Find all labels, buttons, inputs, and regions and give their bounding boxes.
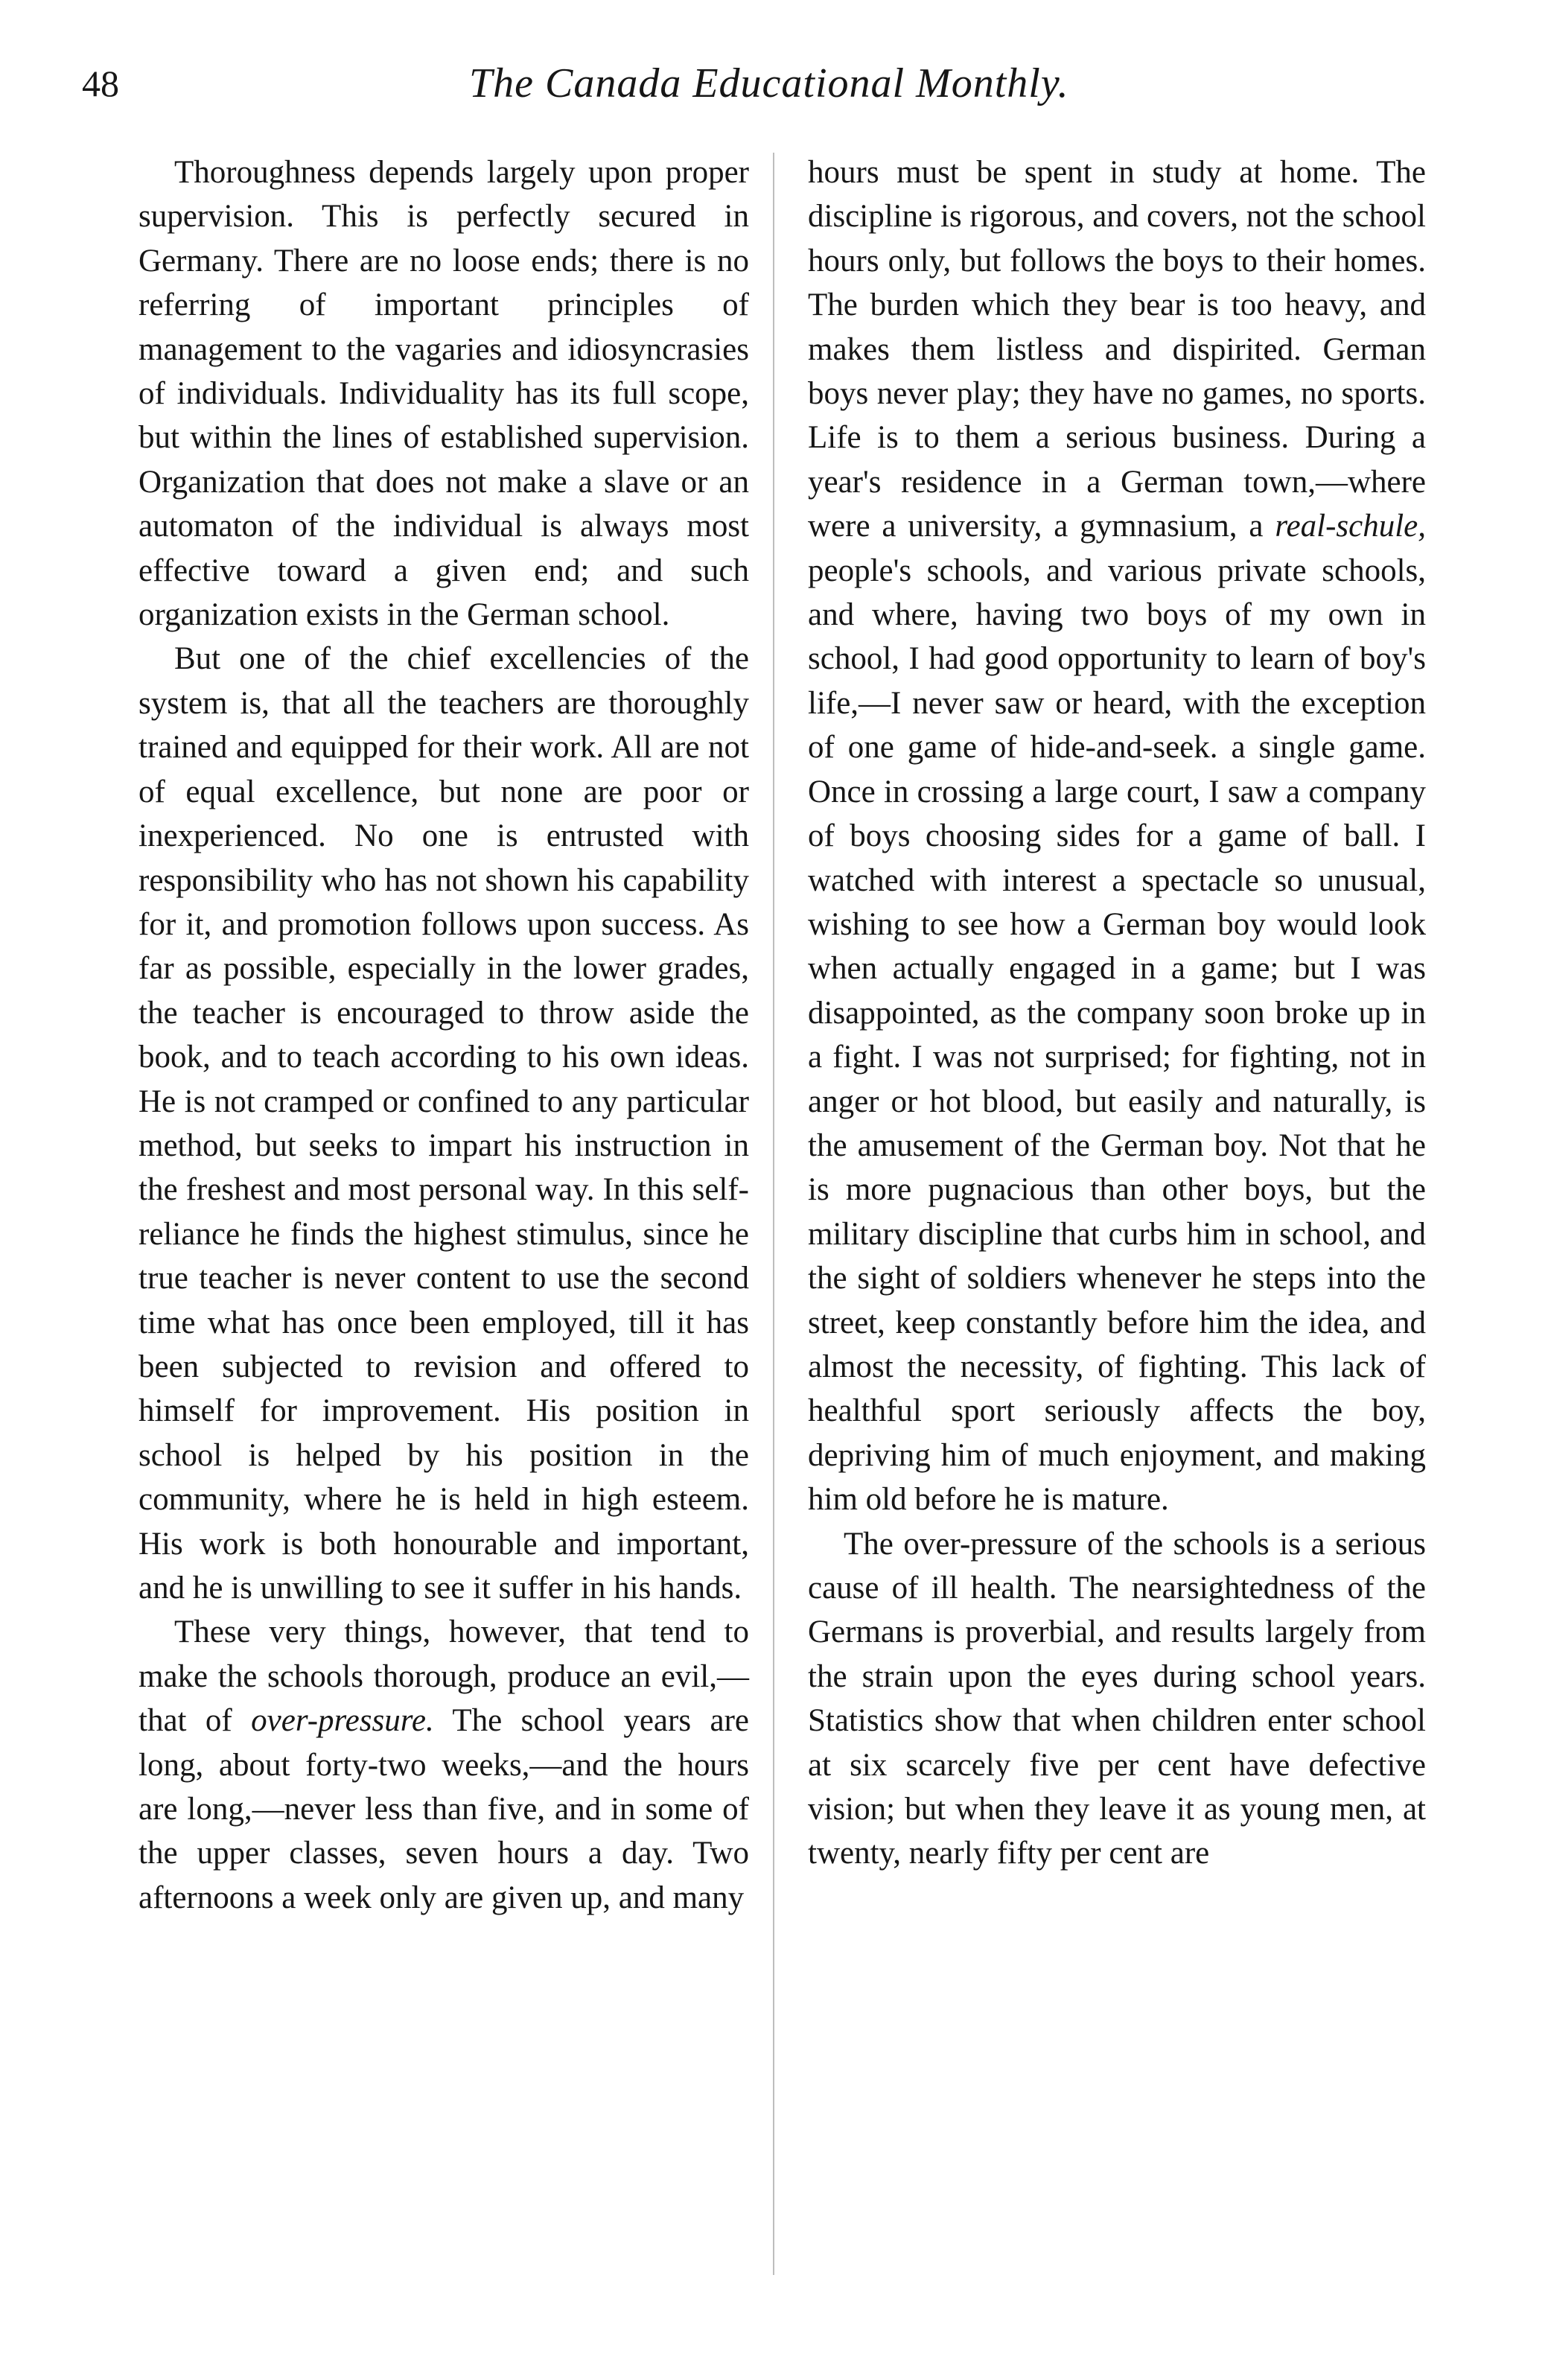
italic-term: over-pressure.	[251, 1703, 434, 1739]
paragraph-teachers: But one of the chief excellencies of the system is, that all the teachers are thoroughly trained and equipped for their work. All are not of equal excellence, but none are poor or inexperienced. No one is entrusted with responsibility who has not shown his capability for it, and promotion follows upon success. As far as possible, especially in the lower grades, the teacher is encouraged to throw aside the book, and to teach according to his own ideas. He is not cramped or confined to any particular method, but seeks to impart his instruction in the freshest and most personal way. In this self-reliance he finds the highest stimulus, since he true teacher is never content to use the second time what has once been employed, till it has been subjected to revision and offered to himself for improvement. His position in school is helped by his position in the community, where he is held in high esteem. His work is both honourable and important, and he is unwilling to see it suffer in his hands.	[138, 641, 749, 1606]
running-title: The Canada Educational Monthly.	[469, 60, 1069, 106]
page-number: 48	[82, 63, 119, 104]
paragraph-over-pressure	[138, 1610, 749, 1920]
right-column	[808, 150, 1426, 1876]
column-divider	[773, 153, 774, 2275]
paragraph-text: The school years are long, about forty-two weeks,—and the hours are long,—never less than five, and in some of the upper classes, seven hours a day. Two afternoons a week only are given up, and many	[138, 1703, 749, 1915]
page-header	[82, 61, 1422, 121]
paragraph-supervision: Thoroughness depends largely upon proper supervision. This is perfectly secured in Germany. There are no loose ends; there is no referring of important principles of management to the vagaries and idiosyncrasies of individuals. Individuality has its full scope, but within the lines of established supervision. Organization that does not make a slave or an automaton of the individual is always most effective toward a given end; and such organization exists in the German school.	[138, 155, 749, 633]
paragraph-discipline	[808, 150, 1426, 1522]
paragraph-text: people's schools, and various private schools, and where, having two boys of my own in school, I had good opportunity to learn of boy's life,—I never saw or heard, with the exception of one game of hide-and-seek. a single game. Once in crossing a large court, I saw a company of boys choosing sides for a game of ball. I watched with interest a spectacle so unusual, wishing to see how a German boy would look when actually engaged in a game; but I was disappointed, as the company soon broke up in a fight. I was not surprised; for fighting, not in anger or hot blood, but easily and naturally, is the amusement of the German boy. Not that he is more pugnacious than other boys, but the military discipline that curbs him in school, and the sight of soldiers whenever he steps into the street, keep constantly before him the idea, and almost the necessity, of fighting. This lack of healthful sport seriously affects the boy, depriving him of much enjoyment, and making him old before he is mature.	[808, 553, 1426, 1518]
italic-term: real-schule,	[1275, 509, 1426, 544]
paragraph-health: The over-pressure of the schools is a serious cause of ill health. The nearsightedness of the Germans is proverbial, and results largely from the strain upon the eyes during school years. Statistics show that when children enter school at six scarcely five per cent have defective vision; but when they leave it as young men, at twenty, nearly fifty per cent are	[808, 1526, 1426, 1871]
paragraph-text: hours must be spent in study at home. The discipline is rigorous, and covers, not the school hours only, but follows the boys to their homes. The burden which they bear is too heavy, and makes them listless and dispirited. German boys never play; they have no games, no sports. Life is to them a serious business. During a year's residence in a German town,—where were a university, a gymnasium, a	[808, 155, 1426, 544]
paragraph-text: These very things, however, that tend to make the schools thorough, produce an evil,—that of	[138, 1614, 749, 1739]
left-column	[138, 150, 749, 1920]
